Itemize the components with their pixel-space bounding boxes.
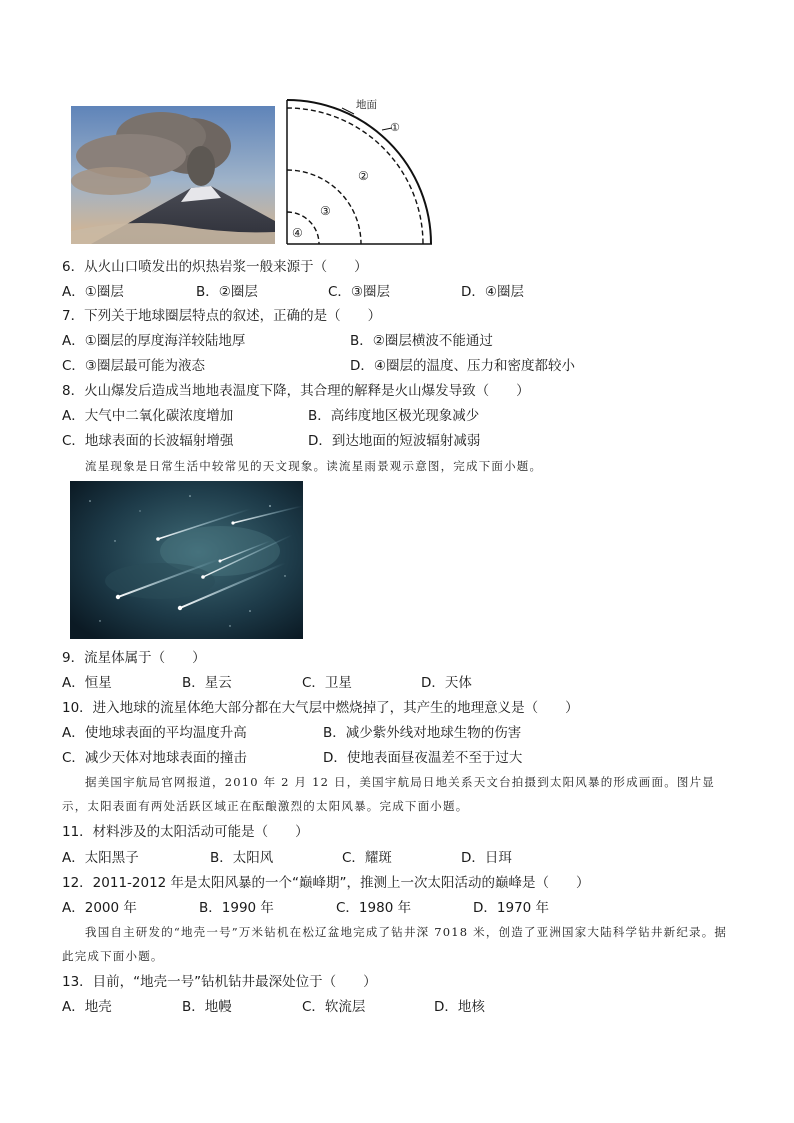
question-8: 8．火山爆发后造成当地地表温度下降，其合理的解释是火山爆发导致（ ）: [62, 383, 530, 399]
meteor-illustration: [70, 481, 303, 639]
layer-4-label: ④: [292, 226, 303, 240]
earth-layers-diagram: [284, 96, 434, 246]
q6-option-b: B．②圈层: [196, 284, 258, 300]
material-solar-storm: 据美国宇航局官网报道，2010 年 2 月 12 日，美国宇航局日地关系天文台拍摄到太阳风暴的形成画面。图片显示，太阳表面有两处活跃区域正在酝酿激烈的太阳风暴。完成下面小题。: [62, 775, 715, 813]
q10-option-d: D．使地表面昼夜温差不至于过大: [323, 750, 523, 766]
q13-option-d: D．地核: [434, 999, 485, 1015]
question-13: 13．目前，“地壳一号”钻机钻井最深处位于（ ）: [62, 974, 377, 990]
q8-option-d: D．到达地面的短波辐射减弱: [308, 433, 481, 449]
q8-option-b: B．高纬度地区极光现象减少: [308, 408, 480, 424]
q6-option-a: A．①圈层: [62, 284, 124, 300]
q6-option-d: D．④圈层: [461, 284, 524, 300]
q10-option-c: C．减少天体对地球表面的撞击: [62, 750, 247, 766]
q7-option-d: D．④圈层的温度、压力和密度都较小: [350, 358, 575, 374]
q10-option-b: B．减少紫外线对地球生物的伤害: [323, 725, 522, 741]
q11-option-c: C．耀斑: [342, 850, 392, 866]
q7-option-b: B．②圈层横波不能通过: [350, 333, 493, 349]
q6-option-c: C．③圈层: [328, 284, 391, 300]
q11-option-b: B．太阳风: [210, 850, 274, 866]
q12-option-c: C．1980 年: [336, 900, 412, 916]
q10-option-a: A．使地球表面的平均温度升高: [62, 725, 247, 741]
q8-option-a: A．大气中二氧化碳浓度增加: [62, 408, 234, 424]
material-crust-drill: 我国自主研发的“地壳一号”万米钻机在松辽盆地完成了钻井深 7018 米，创造了亚洲国家大陆科学钻井新纪录。据此完成下面小题。: [62, 925, 728, 963]
question-12: 12．2011-2012 年是太阳风暴的一个“巅峰期”，推测上一次太阳活动的巅峰是（ ）: [62, 875, 590, 891]
volcano-photo: [71, 106, 275, 244]
q13-option-b: B．地幔: [182, 999, 232, 1015]
layer-2-label: ②: [358, 169, 369, 183]
material-meteor: 流星现象是日常生活中较常见的天文现象。读流星雨景观示意图，完成下面小题。: [85, 459, 543, 473]
volcano-illustration: [71, 106, 275, 244]
question-7: 7．下列关于地球圈层特点的叙述，正确的是（ ）: [62, 308, 382, 324]
q9-option-d: D．天体: [421, 675, 472, 691]
meteor-shower-image: [70, 481, 303, 639]
q12-option-b: B．1990 年: [199, 900, 274, 916]
ground-label: 地面: [356, 99, 377, 111]
q9-option-b: B．星云: [182, 675, 232, 691]
question-6: 6．从火山口喷发出的炽热岩浆一般来源于（ ）: [62, 259, 368, 275]
q9-option-c: C．卫星: [302, 675, 352, 691]
q9-option-a: A．恒星: [62, 675, 112, 691]
question-11: 11．材料涉及的太阳活动可能是（ ）: [62, 824, 309, 840]
q11-option-a: A．太阳黑子: [62, 850, 139, 866]
question-10: 10．进入地球的流星体绝大部分都在大气层中燃烧掉了，其产生的地理意义是（ ）: [62, 700, 579, 716]
q8-option-c: C．地球表面的长波辐射增强: [62, 433, 234, 449]
q13-option-c: C．软流层: [302, 999, 366, 1015]
question-9: 9．流星体属于（ ）: [62, 650, 206, 666]
q13-option-a: A．地壳: [62, 999, 112, 1015]
q11-option-d: D．日珥: [461, 850, 512, 866]
q7-option-a: A．①圈层的厚度海洋较陆地厚: [62, 333, 246, 349]
q7-option-c: C．③圈层最可能为液态: [62, 358, 206, 374]
q12-option-d: D．1970 年: [473, 900, 550, 916]
q12-option-a: A．2000 年: [62, 900, 137, 916]
layer-3-label: ③: [320, 204, 331, 218]
layer-1-label: ①: [390, 121, 400, 134]
